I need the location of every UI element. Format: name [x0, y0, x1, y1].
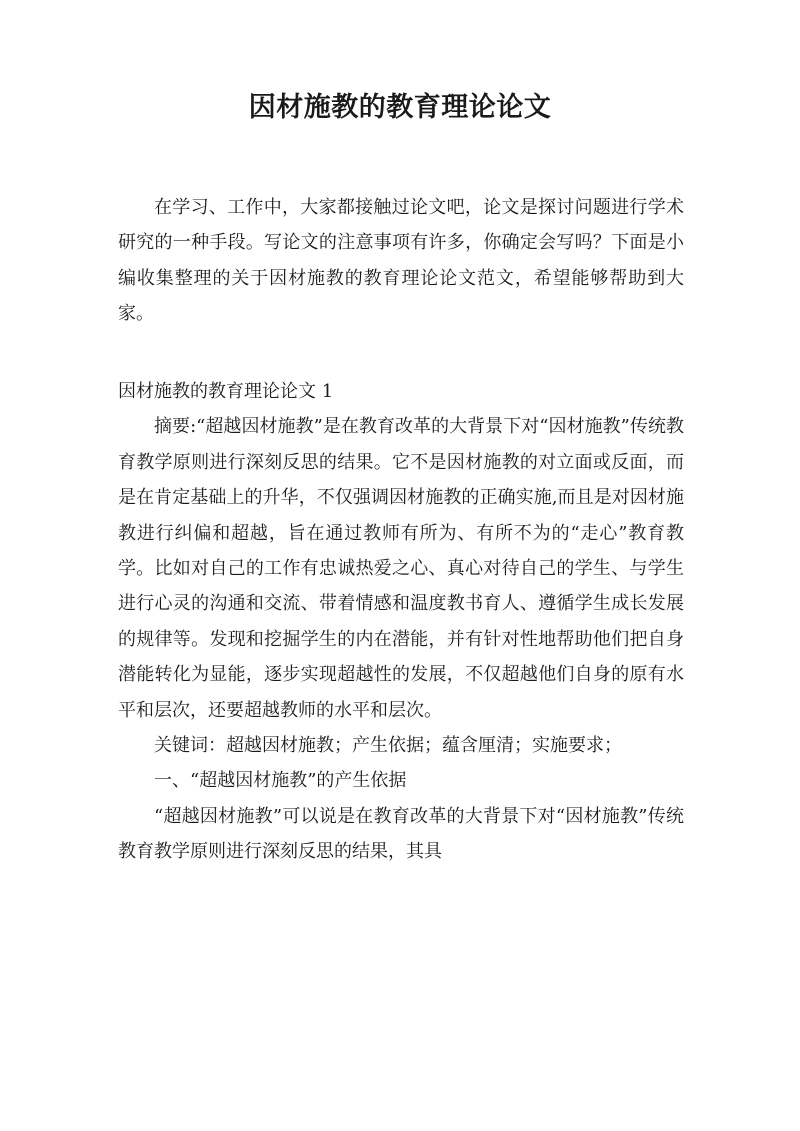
- keywords-paragraph: 关键词：超越因材施教；产生依据；蕴含厘清；实施要求；: [154, 735, 622, 757]
- subheading: 一、“超越因材施教”的产生依据: [154, 770, 407, 792]
- document-title: 因材施教的教育理论论文: [248, 92, 552, 123]
- document-body: [118, 374, 684, 870]
- intro-paragraph: 在学习、工作中，大家都接触过论文吧，论文是探讨问题进行学术研究的一种手段。写论文的注意事项有许多，你确定会写吗？下面是小编收集整理的关于因材施教的教育理论论文范文，希望能够帮助到大家。: [118, 197, 684, 325]
- section-title: 因材施教的教育理论论文 1: [118, 381, 334, 402]
- body-paragraph: “超越因材施教”可以说是在教育改革的大背景下对“因材施教”传统教育教学原则进行深刻反思的结果，其具: [118, 805, 684, 863]
- abstract-paragraph: 摘要:“超越因材施教”是在教育改革的大背景下对“因材施教”传统教育教学原则进行深刻反思的结果。它不是因材施教的对立面或反面，而是在肯定基础上的升华，不仅强调因材施教的正确实施,而且是对因材施教进行纠偏和超越，旨在通过教师有所为、有所不为的“走心”教育教学。比如对自己的工作有忠诚热爱之心、真心对待自己的学生、与学生进行心灵的沟通和交流、带着情感和温度教书育人、遵循学生成长发展的规律等。发现和挖掘学生的内在潜能，并有针对性地帮助他们把自身潜能转化为显能，逐步实现超越性的发展，不仅超越他们自身的原有水平和层次，还要超越教师的水平和层次。: [118, 416, 684, 721]
